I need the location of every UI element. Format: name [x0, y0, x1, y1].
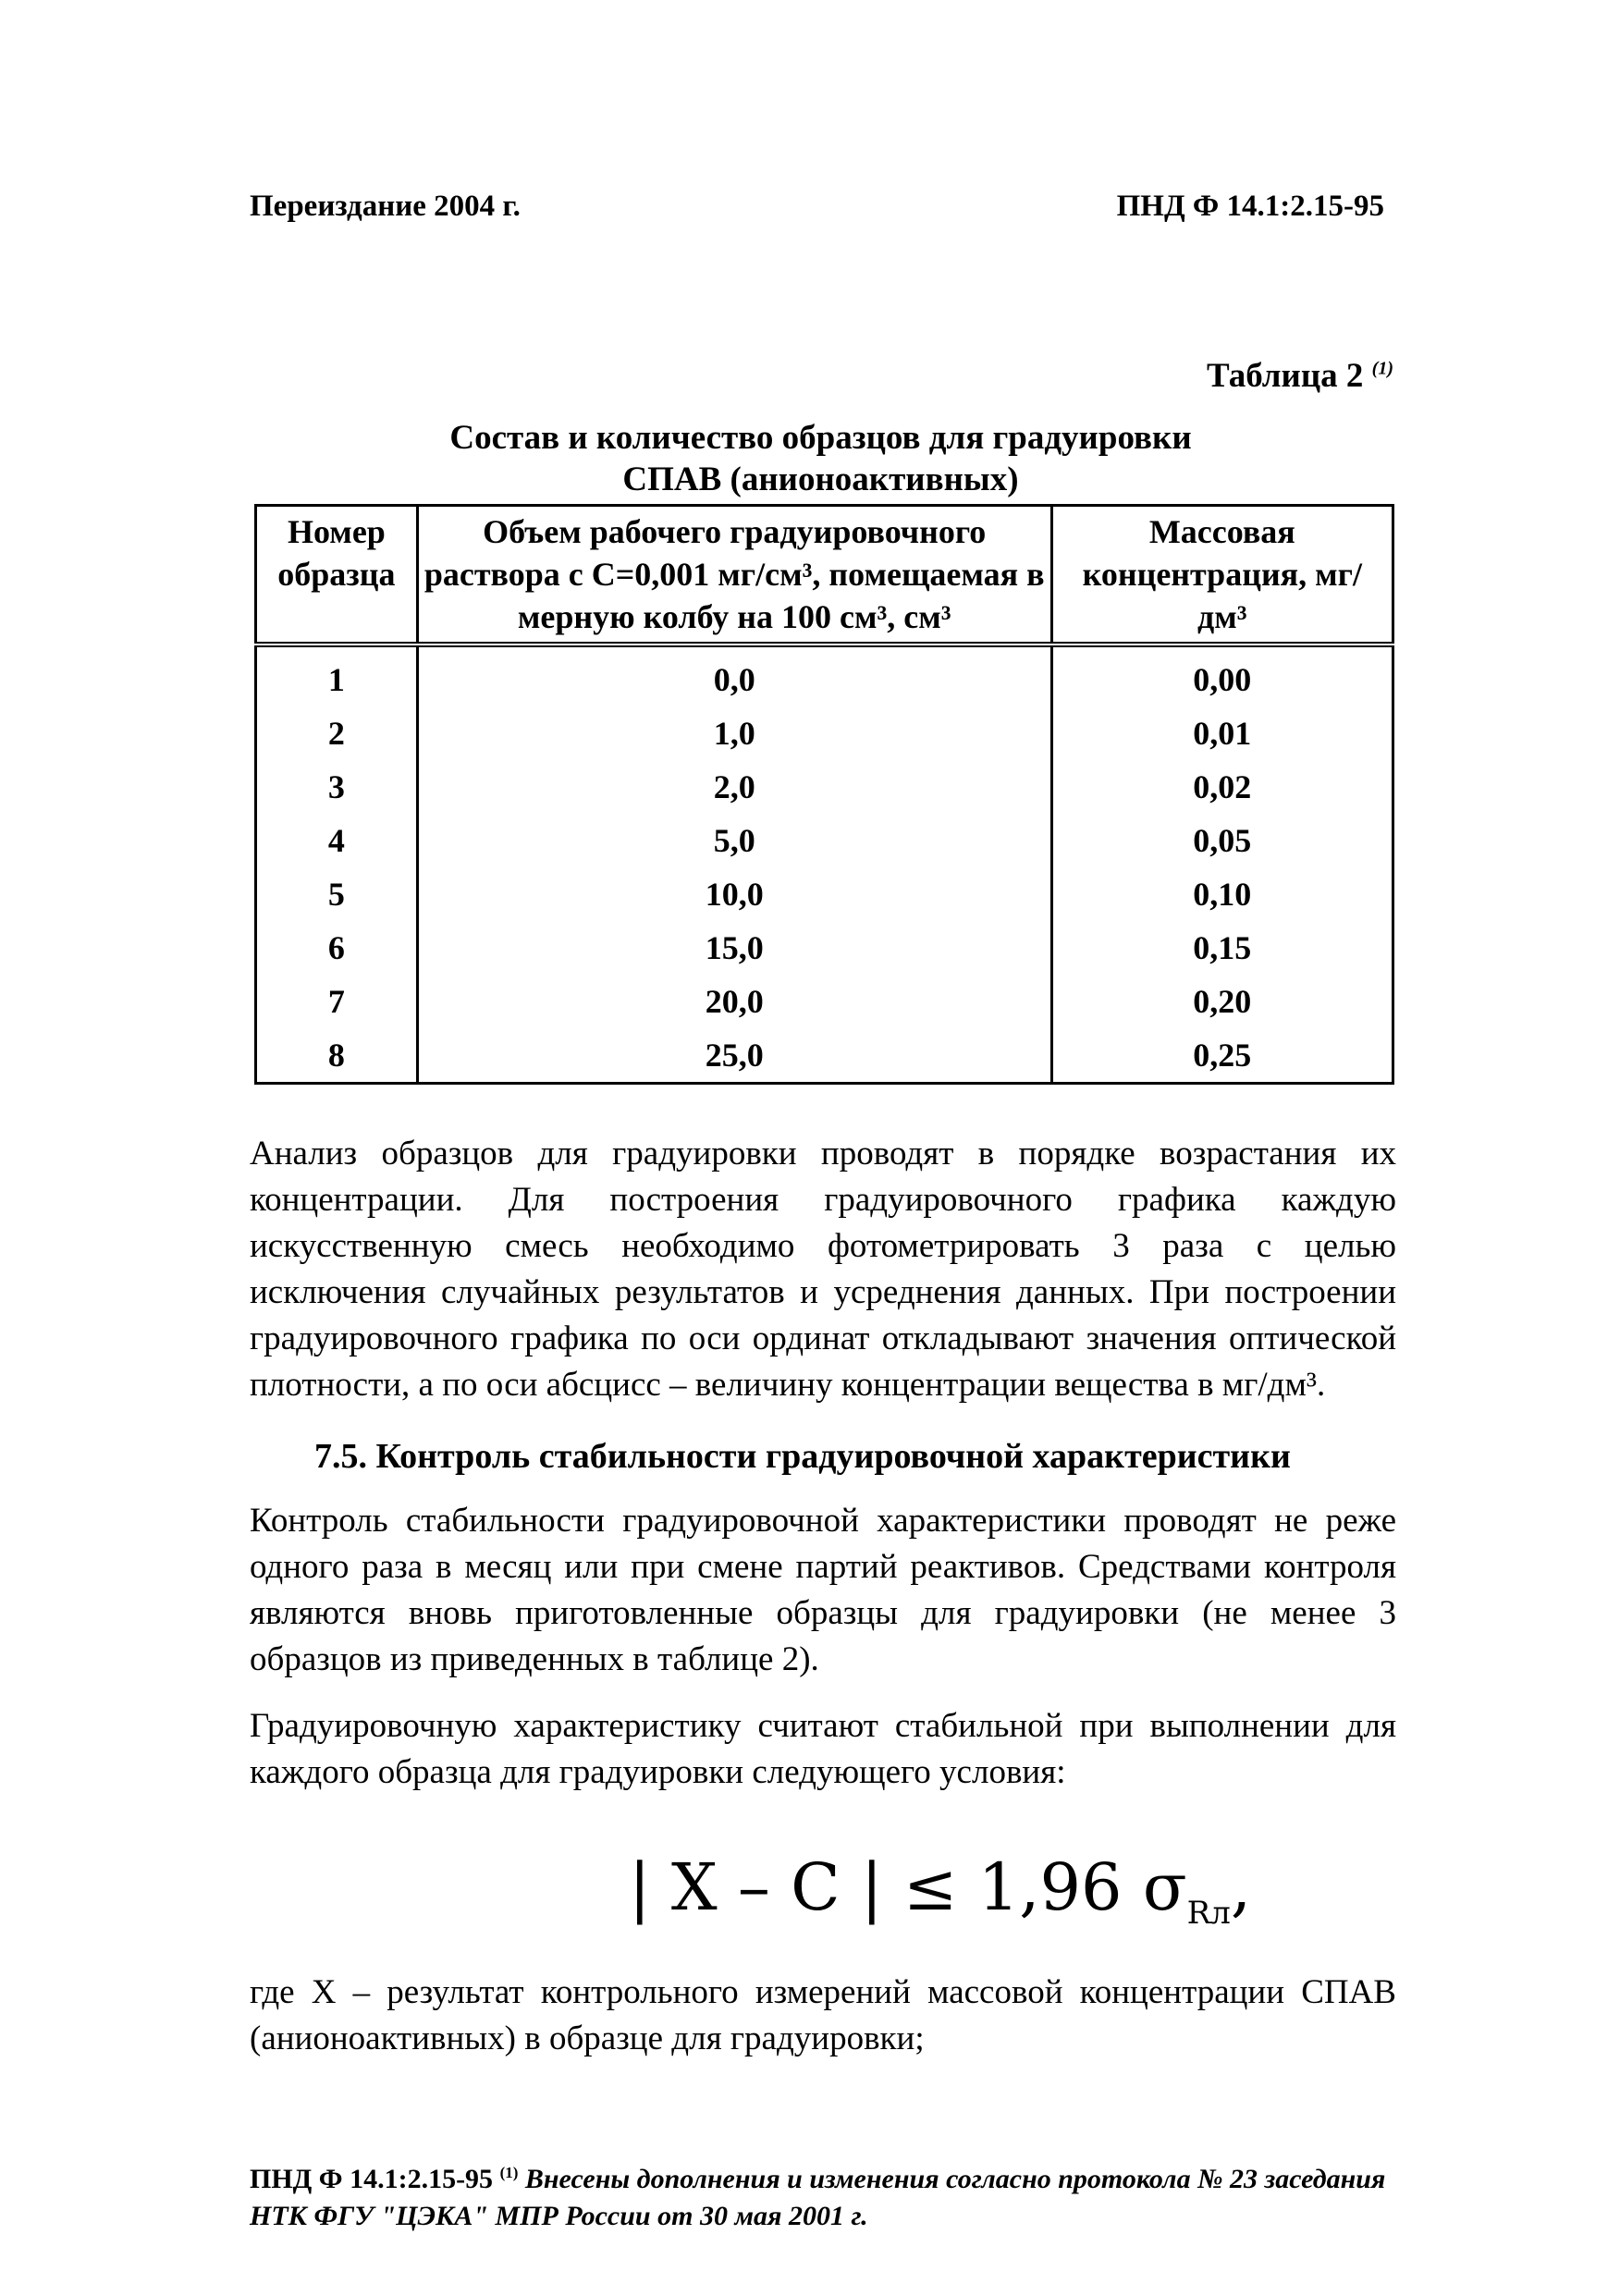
cell-concentration: 0,15	[1051, 921, 1393, 975]
header-document-code: ПНД Ф 14.1:2.15-95	[1116, 190, 1384, 223]
table-caption-line2: СПАВ (анионоактивных)	[622, 460, 1019, 498]
formula-trail: ,	[1230, 1849, 1252, 1925]
footnote	[250, 2155, 1405, 2235]
table-header-row	[256, 506, 1393, 645]
cell-volume: 10,0	[417, 867, 1051, 921]
cell-volume: 1,0	[417, 706, 1051, 760]
cell-sample-number: 4	[256, 814, 418, 867]
cell-volume: 5,0	[417, 814, 1051, 867]
table-row	[256, 645, 1393, 706]
cell-sample-number: 3	[256, 760, 418, 814]
header-solution-volume: Объем рабочего градуировочного раствора с С=0,001 мг/см³, помещаемая в мерную колбу на 100 см³, см³	[417, 506, 1051, 645]
table-label-mark: (1)	[1371, 358, 1393, 379]
table-row	[256, 921, 1393, 975]
footnote-document-code: ПНД Ф 14.1:2.15-95	[250, 2164, 494, 2194]
table-row	[256, 814, 1393, 867]
cell-sample-number: 2	[256, 706, 418, 760]
cell-volume: 25,0	[417, 1028, 1051, 1084]
header-edition: Переиздание 2004 г.	[250, 190, 521, 223]
footnote-mark: (1)	[499, 2164, 519, 2181]
table-row	[256, 706, 1393, 760]
cell-concentration: 0,20	[1051, 975, 1393, 1028]
table-row	[256, 975, 1393, 1028]
cell-concentration: 0,05	[1051, 814, 1393, 867]
paragraph-stability-condition: Градуировочную характеристику считают стабильной при выполнении для каждого образца для градуировки следующего условия:	[250, 1707, 1396, 1791]
table-row	[256, 867, 1393, 921]
table-row	[256, 760, 1393, 814]
section-title-stability-control: 7.5. Контроль стабильности градуировочной характеристики	[314, 1437, 1291, 1476]
table-caption-line1: Состав и количество образцов для градуировки	[449, 419, 1192, 457]
cell-concentration: 0,01	[1051, 706, 1393, 760]
table-row	[256, 1028, 1393, 1084]
formula-main: | X – C | ≤ 1,96 σ	[629, 1849, 1187, 1925]
paragraph-analysis-order: Анализ образцов для градуировки проводят в порядке возрастания их концентрации. Для построения градуировочного графика каждую искусственную смесь необходимо фотометрировать 3 раза с целью исключения случайных результатов и усреднения данных. При построении градуировочного графика по оси ординат откладывают значения оптической плотности, а по оси абсцисс – величину концентрации вещества в мг/дм³.	[250, 1135, 1396, 1404]
paragraph-stability-control: Контроль стабильности градуировочной характеристики проводят не реже одного раза в месяц или при смене партий реактивов. Средствами контроля являются вновь приготовленные образцы для градуировки (не менее 3 образцов из приведенных в таблице 2).	[250, 1502, 1396, 1678]
cell-concentration: 0,25	[1051, 1028, 1393, 1084]
cell-volume: 2,0	[417, 760, 1051, 814]
footnote-text: Внесены дополнения и изменения согласно протокола № 23 заседания НТК ФГУ "ЦЭКА" МПР России от 30 мая 2001 г.	[250, 2164, 1386, 2231]
cell-concentration: 0,10	[1051, 867, 1393, 921]
paragraph-variable-definition: где X – результат контрольного измерений массовой концентрации СПАВ (анионоактивных) в образце для градуировки;	[250, 1973, 1396, 2057]
cell-sample-number: 8	[256, 1028, 418, 1084]
table-label	[1207, 356, 1393, 396]
calibration-samples-table	[254, 504, 1394, 1085]
cell-concentration: 0,00	[1051, 645, 1393, 706]
cell-sample-number: 5	[256, 867, 418, 921]
formula-subscript: Rл	[1186, 1895, 1231, 1932]
cell-volume: 15,0	[417, 921, 1051, 975]
header-sample-number: Номер образца	[256, 506, 418, 645]
stability-formula	[629, 1849, 1251, 1932]
cell-volume: 20,0	[417, 975, 1051, 1028]
cell-concentration: 0,02	[1051, 760, 1393, 814]
cell-sample-number: 7	[256, 975, 418, 1028]
header-mass-concentration: Массовая концентрация, мг/дм³	[1051, 506, 1393, 645]
cell-volume: 0,0	[417, 645, 1051, 706]
cell-sample-number: 6	[256, 921, 418, 975]
table-label-text: Таблица 2	[1206, 357, 1364, 395]
cell-sample-number: 1	[256, 645, 418, 706]
